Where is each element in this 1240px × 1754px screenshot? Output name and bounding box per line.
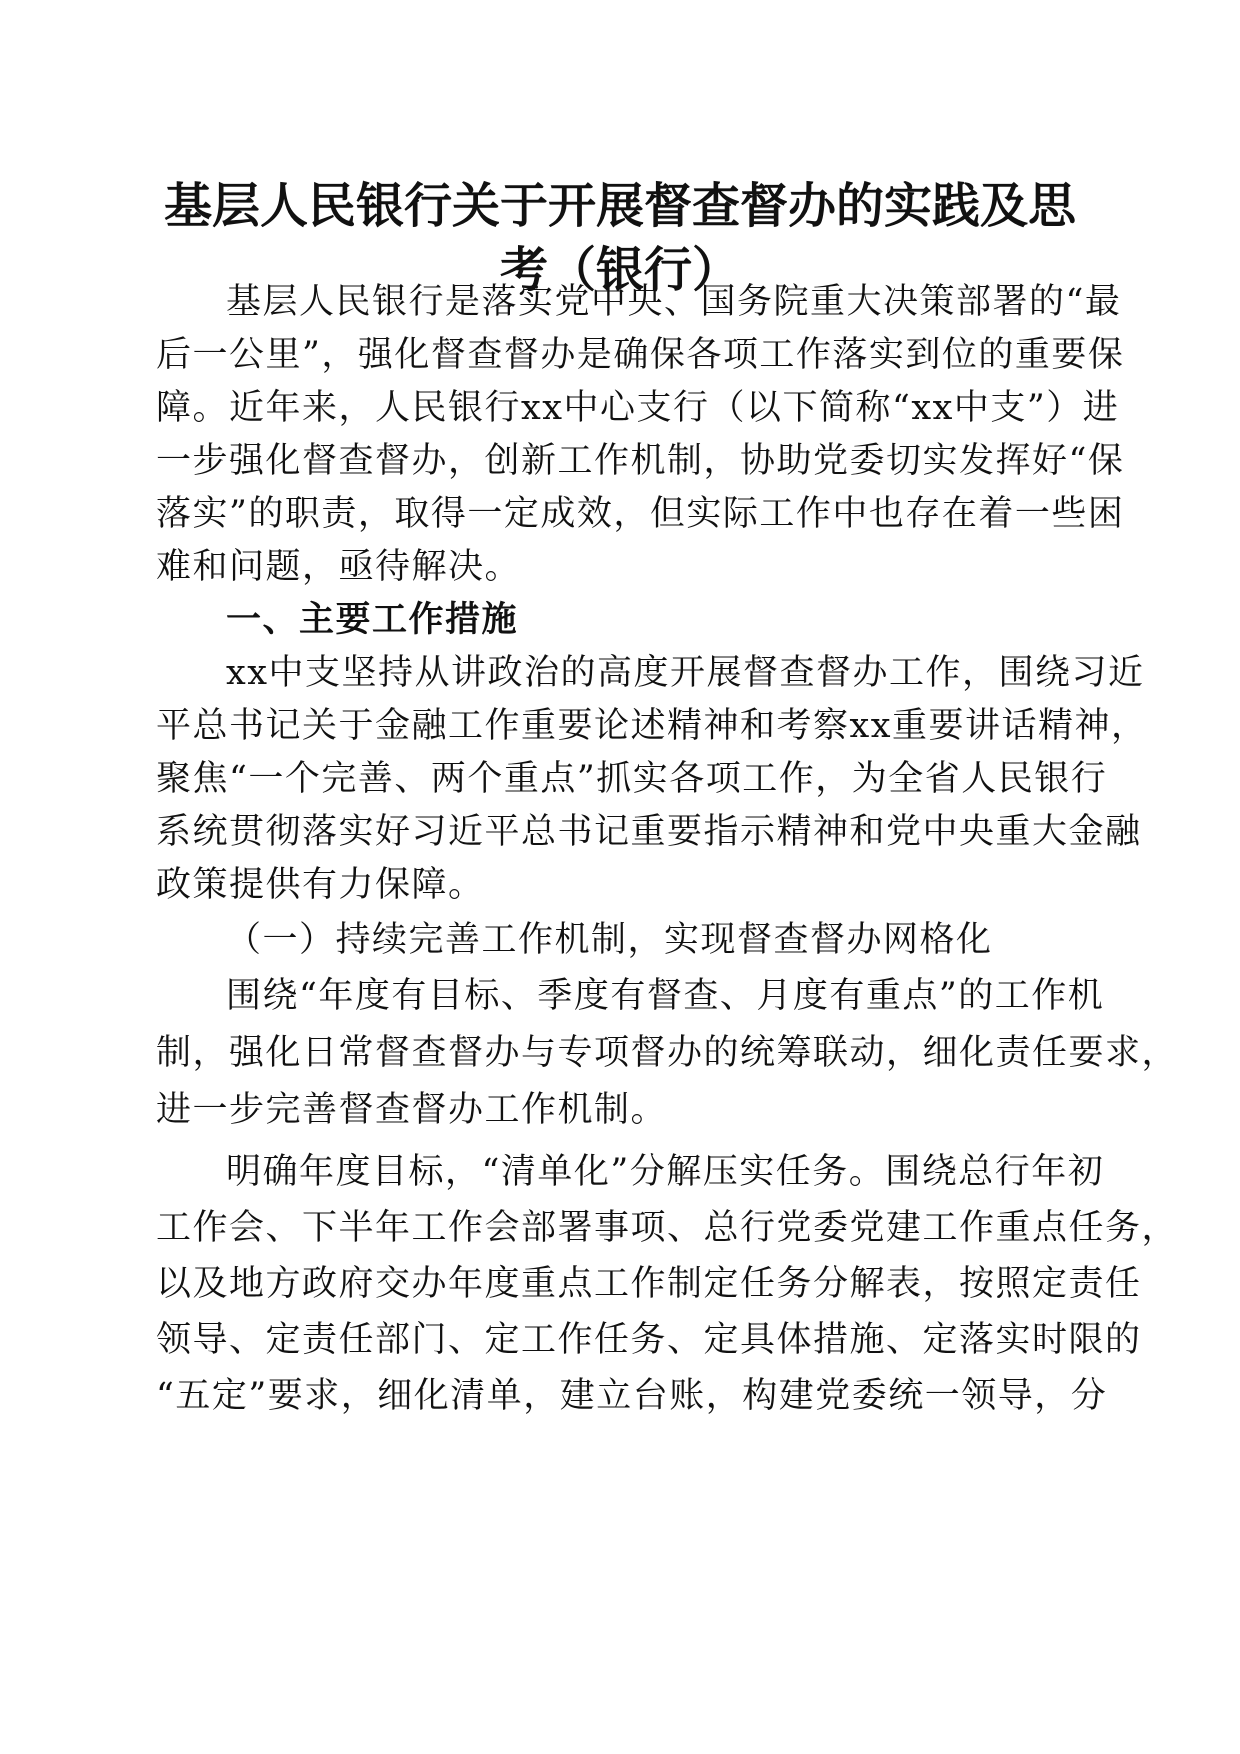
section1-line: 聚焦“一个完善、两个重点”抓实各项工作，为全省人民银行 <box>156 759 1108 799</box>
subsection1-line: 围绕“年度有目标、季度有督查、月度有重点”的工作机 <box>226 976 1105 1016</box>
section-heading: 一、主要工作措施 <box>226 600 519 640</box>
intro-line: 障。近年来，人民银行xx中心支行（以下简称“xx中支”）进 <box>156 388 1120 428</box>
section1-line: 系统贯彻落实好习近平总书记重要指示精神和党中央重大金融 <box>156 812 1142 852</box>
targets-line: 领导、定责任部门、定工作任务、定具体措施、定落实时限的 <box>156 1320 1142 1360</box>
intro-line: 一步强化督查督办，创新工作机制，协助党委切实发挥好“保 <box>156 441 1125 481</box>
intro-line: 落实”的职责，取得一定成效，但实际工作中也存在着一些困 <box>156 494 1125 534</box>
targets-line: 明确年度目标，“清单化”分解压实任务。围绕总行年初 <box>226 1152 1105 1192</box>
section1-line: xx中支坚持从讲政治的高度开展督查督办工作，围绕习近 <box>226 653 1145 693</box>
targets-line: 以及地方政府交办年度重点工作制定任务分解表，按照定责任 <box>156 1264 1142 1304</box>
intro-line: 难和问题，亟待解决。 <box>156 547 522 587</box>
targets-line: “五定”要求，细化清单，建立台账，构建党委统一领导，分 <box>156 1376 1108 1416</box>
document-title-line-1: 基层人民银行关于开展督查督办的实践及思 <box>163 178 1076 234</box>
subsection1-line: 制，强化日常督查督办与专项督办的统筹联动，细化责任要求， <box>156 1033 1179 1073</box>
document-title-line-2: 考（银行） <box>499 242 740 298</box>
subsection-heading: （一）持续完善工作机制，实现督查督办网格化 <box>226 920 993 960</box>
subsection1-line: 进一步完善督查督办工作机制。 <box>156 1090 668 1130</box>
targets-line: 工作会、下半年工作会部署事项、总行党委党建工作重点任务， <box>156 1208 1179 1248</box>
section1-line: 平总书记关于金融工作重要论述精神和考察xx重要讲话精神， <box>156 706 1148 746</box>
intro-line: 基层人民银行是落实党中央、国务院重大决策部署的“最 <box>226 282 1122 322</box>
intro-line: 后一公里”，强化督查督办是确保各项工作落实到位的重要保 <box>156 335 1125 375</box>
section1-line: 政策提供有力保障。 <box>156 865 485 905</box>
